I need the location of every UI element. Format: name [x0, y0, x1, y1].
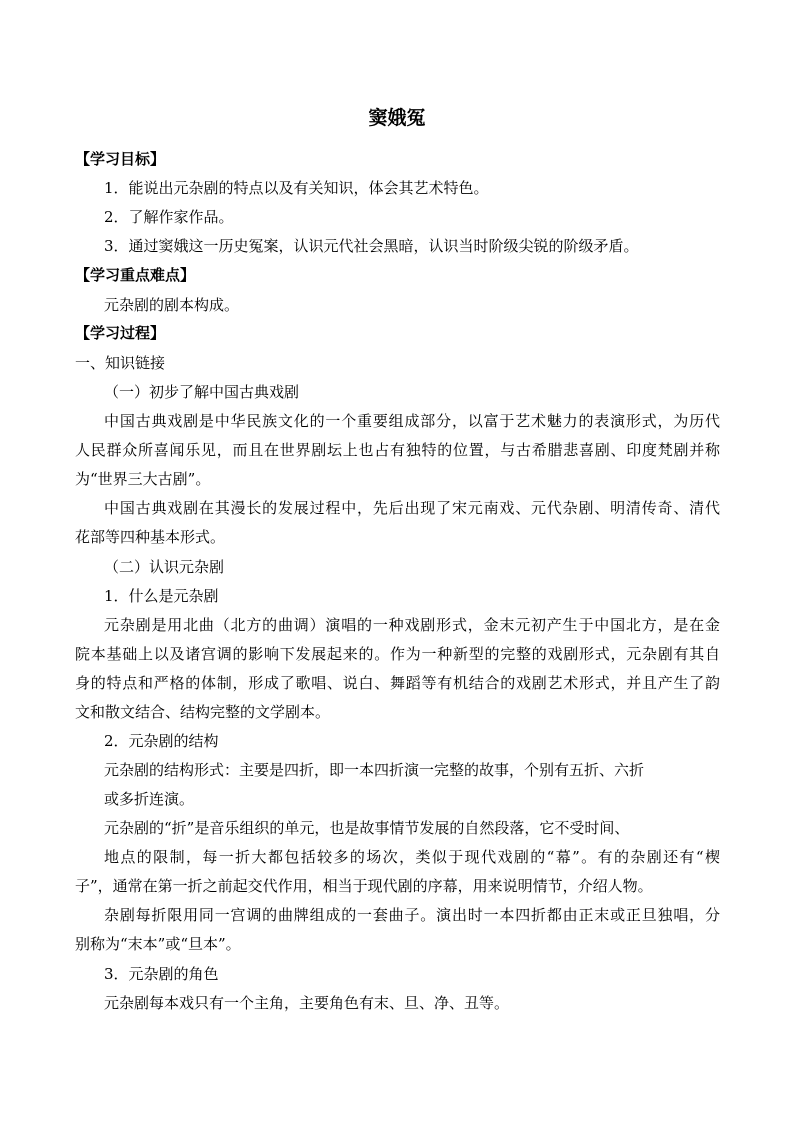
paragraph-line: 或多折连演。 — [104, 790, 195, 808]
subsection-classical-drama: （一）初步了解中国古典戏剧 — [104, 383, 300, 401]
goal-item-1: 1．能说出元杂剧的特点以及有关知识，体会其艺术特色。 — [104, 179, 489, 197]
paragraph-line: 元杂剧是用北曲（北方的曲调）演唱的一种戏剧形式，金末元初产生于中国北方，是在金 — [104, 616, 720, 634]
item-heading-what-is-zaju: 1．什么是元杂剧 — [104, 587, 219, 605]
paragraph-line: 院本基础上以及诸宫调的影响下发展起来的。作为一种新型的完整的戏剧形式，元杂剧有其自 — [75, 645, 720, 663]
section-heading-learning-goals: 【学习目标】 — [75, 150, 166, 168]
paragraph-line: 为“世界三大古剧”。 — [75, 470, 211, 488]
paragraph-line: 花部等四种基本形式。 — [75, 528, 226, 546]
subsection-knowledge-link: 一、知识链接 — [75, 354, 166, 372]
section-heading-key-points: 【学习重点难点】 — [75, 266, 196, 284]
goal-item-3: 3．通过窦娥这一历史冤案，认识元代社会黑暗，认识当时阶级尖锐的阶级矛盾。 — [104, 237, 639, 255]
paragraph-line: 杂剧每折限用同一宫调的曲牌组成的一套曲子。演出时一本四折都由正末或正旦独唱，分 — [104, 906, 720, 924]
paragraph-line: 人民群众所喜闻乐见，而且在世界剧坛上也占有独特的位置，与古希腊悲喜剧、印度梵剧并称 — [75, 441, 720, 459]
paragraph-line: 元杂剧每本戏只有一个主角，主要角色有末、旦、净、丑等。 — [104, 994, 510, 1012]
paragraph-line: 地点的限制，每一折大都包括较多的场次，类似于现代戏剧的“幕”。有的杂剧还有“楔 — [104, 848, 720, 866]
goal-item-2: 2．了解作家作品。 — [104, 208, 234, 226]
page-title: 窦娥冤 — [368, 107, 426, 129]
item-heading-structure: 2．元杂剧的结构 — [104, 732, 219, 750]
paragraph-line: 元杂剧的结构形式：主要是四折，即一本四折演一完整的故事，个别有五折、六折 — [104, 761, 645, 779]
section-heading-learning-process: 【学习过程】 — [75, 324, 166, 342]
key-point-text: 元杂剧的剧本构成。 — [104, 296, 240, 314]
paragraph-line: 子”，通常在第一折之前起交代作用，相当于现代剧的序幕，用来说明情节，介绍人物。 — [75, 877, 653, 895]
paragraph-line: 中国古典戏剧是中华民族文化的一个重要组成部分，以富于艺术魅力的表演形式，为历代 — [104, 412, 720, 430]
paragraph-line: 文和散文结合、结构完整的文学剧本。 — [75, 703, 331, 721]
item-heading-roles: 3．元杂剧的角色 — [104, 965, 219, 983]
paragraph-line: 身的特点和严格的体制，形成了歌唱、说白、舞蹈等有机结合的戏剧艺术形式，并且产生了韵 — [75, 674, 720, 692]
paragraph-line: 中国古典戏剧在其漫长的发展过程中，先后出现了宋元南戏、元代杂剧、明清传奇、清代 — [104, 499, 720, 517]
paragraph-line: 别称为“末本”或“旦本”。 — [75, 935, 241, 953]
paragraph-line: 元杂剧的“折”是音乐组织的单元，也是故事情节发展的自然段落，它不受时间、 — [104, 819, 630, 837]
subsection-yuan-zaju: （二）认识元杂剧 — [104, 558, 225, 576]
